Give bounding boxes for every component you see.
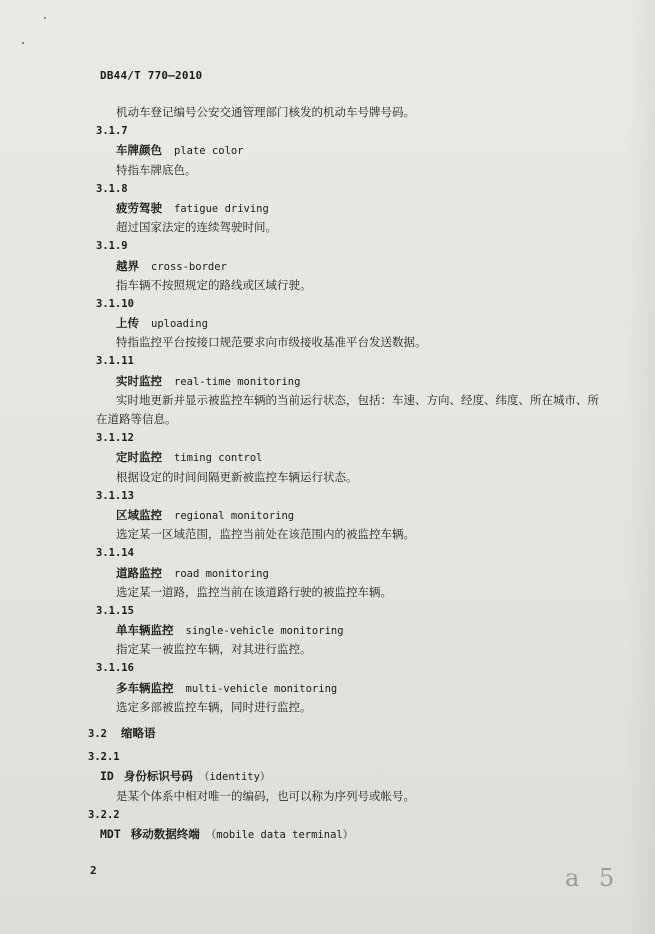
term-number: 3.1.13 xyxy=(96,489,134,502)
term-number: 3.1.7 xyxy=(96,125,128,138)
term-number: 3.1.12 xyxy=(96,432,134,445)
abbreviation-number: 3.2.1 xyxy=(88,751,120,764)
abbreviation-number: 3.2.2 xyxy=(88,808,120,821)
term-english: multi-vehicle monitoring xyxy=(185,682,338,695)
term-chinese: 越界 xyxy=(116,258,139,273)
page-stamp: a 5 xyxy=(565,864,621,892)
section-number: 3.2 xyxy=(88,728,107,740)
term-heading xyxy=(0,448,655,467)
term-english: single-vehicle monitoring xyxy=(185,625,344,638)
term-chinese: 定时监控 xyxy=(116,450,162,465)
term-heading xyxy=(0,314,655,333)
document-body xyxy=(0,103,655,844)
term-list xyxy=(0,122,655,717)
term-english: plate color xyxy=(174,145,244,158)
term-chinese: 单车辆监控 xyxy=(116,623,174,638)
term-heading xyxy=(0,372,655,391)
term-english: cross-border xyxy=(151,260,227,273)
term-number: 3.1.9 xyxy=(96,240,128,253)
term-chinese: 区域监控 xyxy=(116,507,162,522)
definition-line: 选定某一道路，监控当前在该道路行驶的被监控车辆。 xyxy=(116,584,392,599)
abbreviation-chinese: 身份标识号码 xyxy=(123,769,193,784)
term-english: real-time monitoring xyxy=(174,375,301,388)
term-heading xyxy=(0,257,655,276)
definition-line: 选定某一区域范围，监控当前处在该范围内的被监控车辆。 xyxy=(116,527,415,542)
abbreviation-heading xyxy=(0,767,655,786)
abbreviation-english: （mobile data terminal） xyxy=(205,828,354,841)
term-english: regional monitoring xyxy=(174,509,295,522)
term-number: 3.1.11 xyxy=(96,355,134,368)
section-title: 缩略语 xyxy=(120,726,156,740)
term-heading xyxy=(0,564,655,583)
definition-line: 超过国家法定的连续驾驶时间。 xyxy=(116,220,277,235)
scan-speck xyxy=(44,17,46,19)
definition-line: 指定某一被监控车辆，对其进行监控。 xyxy=(116,642,312,657)
term-heading xyxy=(0,199,655,218)
term-chinese: 疲劳驾驶 xyxy=(116,200,162,215)
term-english: fatigue driving xyxy=(174,202,269,215)
term-chinese: 上传 xyxy=(116,316,139,331)
term-english: uploading xyxy=(151,318,208,331)
term-number: 3.1.16 xyxy=(96,662,134,675)
abbreviation: MDT xyxy=(100,826,121,841)
abbreviation-english: （identity） xyxy=(198,771,271,784)
scan-speck xyxy=(22,42,24,44)
term-english: timing control xyxy=(174,452,263,465)
definition-line: 特指监控平台按接口规范要求向市级接收基准平台发送数据。 xyxy=(116,335,427,350)
definition-line: 在道路等信息。 xyxy=(96,412,177,426)
term-chinese: 车牌颜色 xyxy=(116,143,162,158)
term-heading xyxy=(0,506,655,525)
definition-line: 指车辆不按照规定的路线或区域行驶。 xyxy=(116,277,312,292)
term-number: 3.1.8 xyxy=(96,182,128,195)
definition-line: 根据设定的时间间隔更新被监控车辆运行状态。 xyxy=(116,469,358,484)
definition-line: 特指车牌底色。 xyxy=(116,162,197,177)
term-number: 3.1.15 xyxy=(96,604,134,617)
term-chinese: 多车辆监控 xyxy=(116,680,174,695)
document-code: DB44/T 770—2010 xyxy=(100,69,203,82)
definition-line: 机动车登记编号公安交通管理部门核发的机动车号牌号码。 xyxy=(116,105,415,119)
section-heading xyxy=(0,724,655,743)
definition-line: 实时地更新并显示被监控车辆的当前运行状态，包括：车速、方向、经度、纬度、所在城市、所 xyxy=(116,392,599,407)
abbreviation: ID xyxy=(100,769,114,784)
term-english: road monitoring xyxy=(174,567,269,580)
term-heading xyxy=(0,621,655,640)
term-number: 3.1.14 xyxy=(96,547,134,560)
abbreviation-list xyxy=(0,748,655,844)
term-chinese: 道路监控 xyxy=(116,565,162,580)
definition-line: 选定多部被监控车辆，同时进行监控。 xyxy=(116,699,312,714)
term-heading xyxy=(0,679,655,698)
page-number: 2 xyxy=(90,864,97,877)
term-chinese: 实时监控 xyxy=(116,373,162,388)
term-number: 3.1.10 xyxy=(96,297,134,310)
term-heading xyxy=(0,141,655,160)
abbreviation-definition: 是某个体系中相对唯一的编码，也可以称为序列号或帐号。 xyxy=(116,788,415,803)
abbreviation-chinese: 移动数据终端 xyxy=(130,826,200,841)
abbreviation-heading xyxy=(0,825,655,844)
